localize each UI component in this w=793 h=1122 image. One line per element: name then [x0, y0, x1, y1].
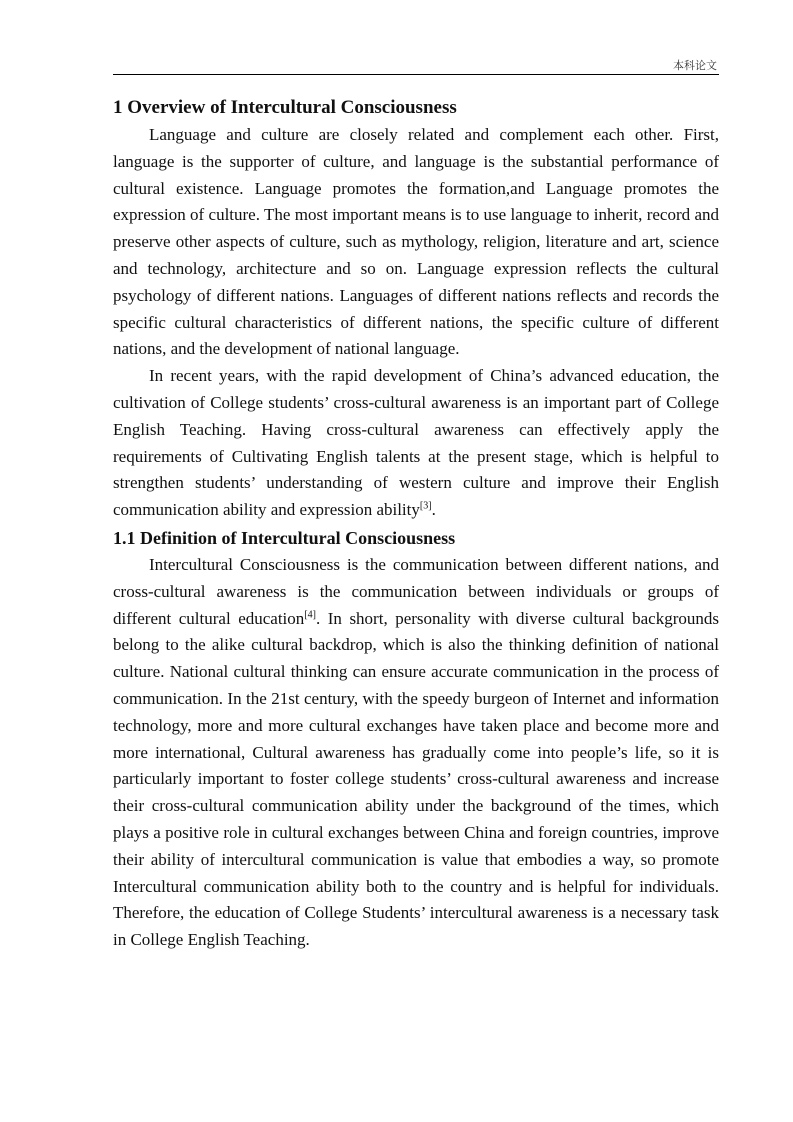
section-1-1-paragraph	[113, 552, 719, 954]
paragraph-text-rest: . In short, personality with diverse cultural backgrounds belong to the alike cultural backdrop, which is also the thinking definition of national culture. National cultural thinking can ensure accurate communication in the process of communication. In the 21st century, with the speedy burgeon of Internet and information technology, more and more cultural exchanges have taken place and become more and more international, Cultural awareness has gradually come into people’s life, so it is particularly important to foster college students’ cross-cultural awareness and increase their cross-cultural communication ability under the background of the times, which plays a positive role in cultural exchanges between China and foreign countries, improve their ability of intercultural communication is value that embodies a way, so promote Intercultural communication ability both to the country and is helpful for individuals. Therefore, the education of College Students’ intercultural awareness is a necessary task in College English Teaching.	[113, 608, 720, 950]
section-1-paragraph-1: Language and culture are closely related and complement each other. First, language is the supporter of culture, and language is the substantial performance of cultural existence. Language promotes the formation,and Language promotes the expression of culture. The most important means is to use language to inherit, record and preserve other aspects of culture, such as mythology, religion, literature and art, science and technology, architecture and so on. Language expression reflects the cultural psychology of different nations. Languages of different nations reflects and records the specific cultural characteristics of different nations, the specific culture of different nations, and the development of national language.	[113, 125, 719, 359]
citation-4: [4]	[304, 608, 316, 620]
running-header: 本科论文	[673, 59, 717, 72]
section-heading-1-1: 1.1 Definition of Intercultural Consciousness	[113, 527, 456, 548]
citation-3: [3]	[419, 500, 432, 512]
page-content	[113, 94, 719, 954]
paragraph-text: In recent years, with the rapid development of China’s advanced education, the cultivation of College students’ cross-cultural awareness is an important part of College English Teaching. Having cross-cultural awareness can effectively apply the requirements of Cultivating English talents at the present stage, which is helpful to strengthen students’ understanding of western culture and improve their English communication ability and expression ability	[113, 366, 719, 520]
paragraph-text-start: Intercultural Consciousness is the communication between different nations, and cross-cultural awareness is the communication between individuals or groups of different cultural education	[113, 554, 719, 628]
section-1-paragraph-2	[113, 363, 719, 524]
header-rule	[113, 74, 719, 75]
section-heading-1: 1 Overview of Intercultural Consciousness	[113, 97, 457, 118]
paragraph-end: .	[431, 500, 436, 520]
